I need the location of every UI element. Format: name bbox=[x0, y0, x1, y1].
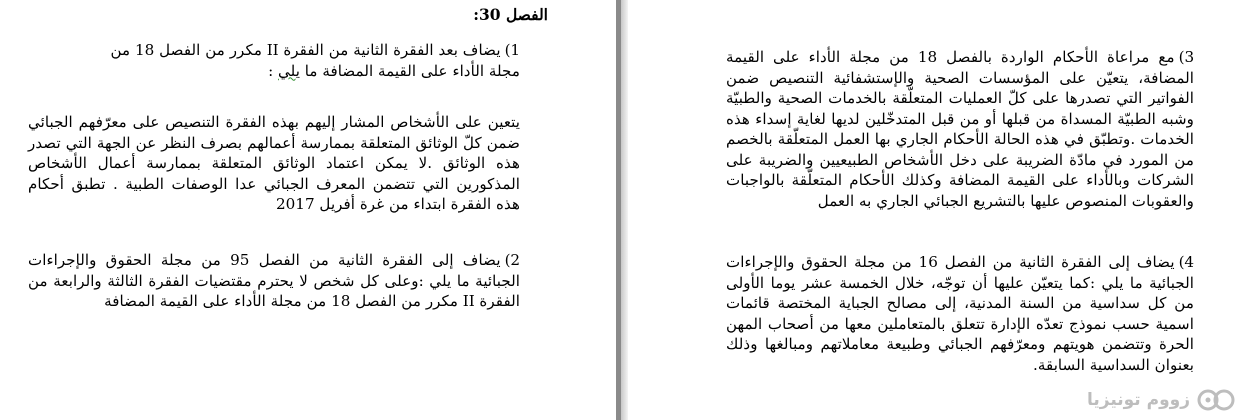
item-intro-end: : bbox=[268, 61, 279, 80]
spellcheck-word: يلي bbox=[278, 61, 300, 80]
item-number: 2) bbox=[504, 251, 520, 269]
item-body-text: يضاف إلى الفقرة الثانية من الفصل 95 من مجلة الحقوق والإجراءات الجبائية ما يلي :وعلى كل شخص لا يحترم مقتضيات الفقرة الثالثة والرابعة من الفقرة II مكرر من الفصل 18 من مجلة الأداء على القيمة المضافة bbox=[28, 251, 520, 310]
item-number: 4) bbox=[1178, 253, 1194, 271]
left-document-page bbox=[0, 0, 616, 420]
left-item-1-body bbox=[28, 112, 520, 215]
item-body-text: يضاف إلى الفقرة الثانية من الفصل 16 من مجلة الحقوق والإجراءات الجبائية ما يلي :كما يتعيّن عليها أن توجّه، خلال الخمسة عشر يوما الأولى من كل سداسية من السنة المدنية، إلى مصالح الجباية المختصة قائمات اسمية حسب نموذج تعدّه الإدارة تتعلق بالمتعاملين معها من أصحاب المهن الحرة وتتضمن هويتهم ومعرّفهم الجبائي وطبيعة معاملاتهم ومبالغها وذلك بعنوان السداسية السابقة. bbox=[726, 253, 1194, 374]
right-document-page bbox=[628, 0, 1244, 420]
item-body-text: يتعين على الأشخاص المشار إليهم بهذه الفقرة التنصيص على معرّفهم الجبائي ضمن كلّ الوثائق المتعلقة بممارسة أعمالهم بصرف النظر عن الجهة التي تصدر هذه الوثائق .لا يمكن اعتماد الوثائق المتعلقة بممارسة أعمال الأشخاص المذكورين التي تتضمن المعرف الجبائي عدا الوصفات الطبية . تطبق أحكام هذه الفقرة ابتداء من غرة أفريل 2017 bbox=[28, 113, 520, 213]
right-item-4 bbox=[726, 252, 1194, 375]
chapter-heading: الفصل 30: bbox=[473, 5, 548, 24]
item-body-text: مع مراعاة الأحكام الواردة بالفصل 18 من مجلة الأداء على القيمة المضافة، يتعيّن على المؤسسات الصحية والإستشفائية التنصيص ضمن الفواتير التي تصدرها على كلّ العمليات المتعلّقة بالخدمات الصحية والطبيّة وشبه الطبيّة المسداة من قبلها أو من قبل المتدخّلين لديها لغاية إسداء هذه الخدمات .وتطبّق في هذه الحالة الأحكام الجاري بها العمل المتعلّقة بالخصم من المورد في مادّة الضريبة على دخل الأشخاص الطبيعيين والضريبة على الشركات وبالأداء على القيمة المضافة وكذلك الأحكام المتعلّقة بالواجبات والعقوبات المنصوص عليها بالتشريع الجبائي الجاري به العمل bbox=[726, 48, 1194, 210]
item-intro-text: يضاف بعد الفقرة الثانية من الفقرة II مكرر من الفصل 18 من مجلة الأداء على القيمة المضافة ما bbox=[110, 41, 520, 80]
watermark-text: زووم تونيزيا bbox=[1086, 390, 1190, 410]
watermark bbox=[1087, 388, 1236, 412]
page-separator-highlight bbox=[621, 0, 628, 420]
left-item-2 bbox=[28, 250, 520, 312]
left-item-1-intro bbox=[100, 40, 520, 81]
right-item-3 bbox=[726, 47, 1194, 211]
zoom-tunisia-logo-icon bbox=[1196, 388, 1236, 412]
item-number: 3) bbox=[1178, 48, 1195, 66]
item-number: 1) bbox=[504, 41, 520, 59]
